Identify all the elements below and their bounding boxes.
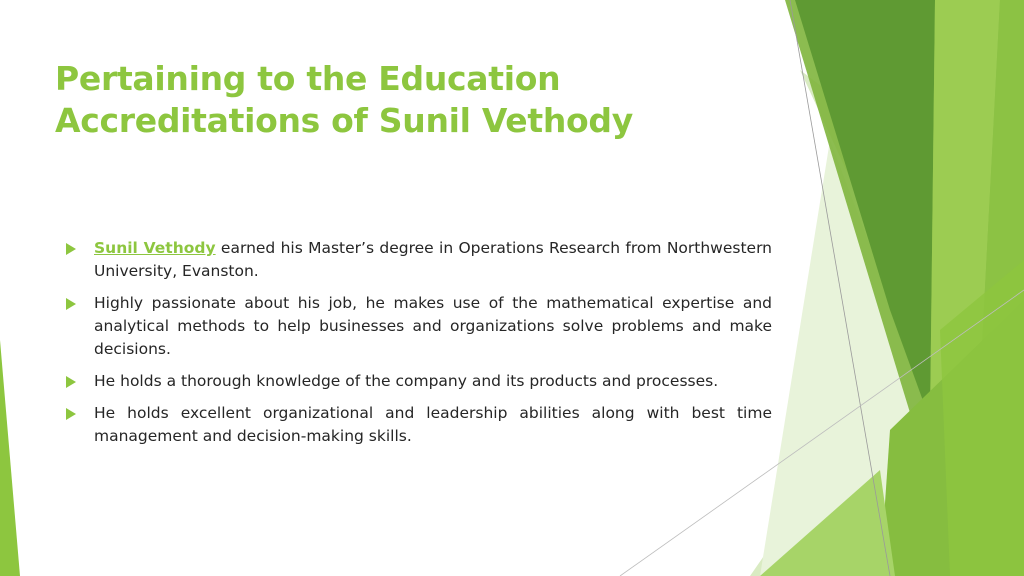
triangle-right-icon bbox=[66, 298, 76, 310]
bullet-item-1 bbox=[64, 237, 772, 283]
bullet-item-4 bbox=[64, 402, 772, 448]
slide-title bbox=[55, 58, 755, 142]
triangle-right-icon bbox=[66, 408, 76, 420]
left-edge-facet bbox=[0, 340, 20, 576]
bullet-list bbox=[64, 237, 772, 457]
bullet-item-2 bbox=[64, 292, 772, 361]
bullet-item-3 bbox=[64, 370, 772, 393]
triangle-right-icon bbox=[66, 243, 76, 255]
bullet-text-3: He holds a thorough knowledge of the company and its products and processes. bbox=[94, 372, 719, 390]
sunil-vethody-link[interactable]: Sunil Vethody bbox=[94, 239, 216, 257]
triangle-right-icon bbox=[66, 376, 76, 388]
bullet-text-2: Highly passionate about his job, he makes use of the mathematical expertise and analytical methods to help businesses and organizations solve problems and make decisions. bbox=[94, 294, 772, 358]
bullet-text-4: He holds excellent organizational and leadership abilities along with best time management and decision-making skills. bbox=[94, 404, 772, 445]
title-line-1: Pertaining to the Education bbox=[55, 59, 561, 98]
bullet-text-1: earned his Master’s degree in Operations Research from Northwestern University, Evanston. bbox=[94, 239, 772, 280]
title-line-2: Accreditations of Sunil Vethody bbox=[55, 101, 633, 140]
